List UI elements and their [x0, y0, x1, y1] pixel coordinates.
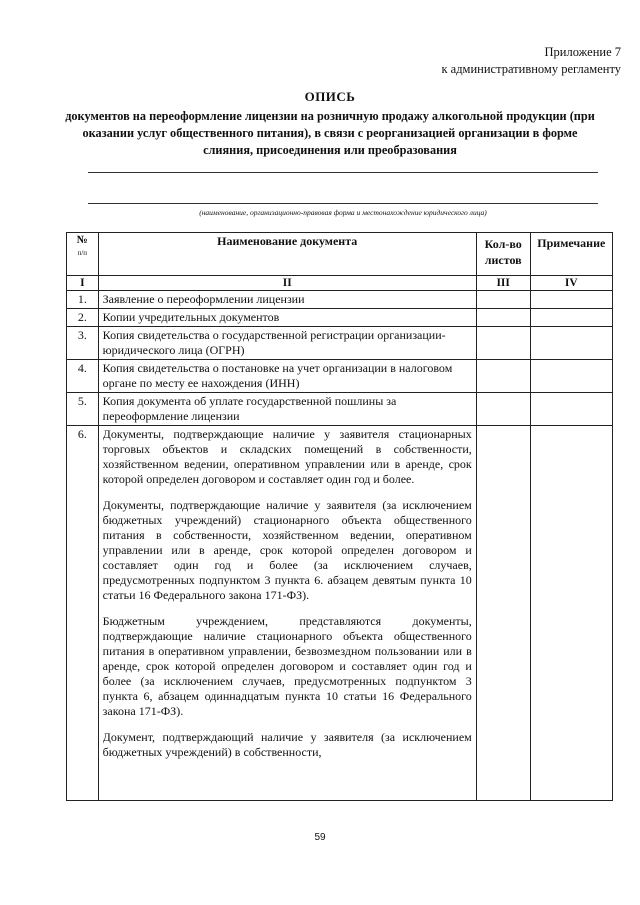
roman-numerals-row	[67, 276, 613, 291]
row-number: 3.	[67, 327, 99, 360]
documents-table	[66, 232, 613, 801]
row-note[interactable]	[530, 309, 612, 327]
table-row	[67, 360, 613, 393]
row-number: 5.	[67, 393, 99, 426]
header-num-label: №	[76, 234, 88, 246]
row-sheet-count[interactable]	[476, 291, 530, 309]
row-paragraph: Документ, подтверждающий наличие у заявителя (за исключением бюджетных учреждений) в собственности,	[102, 730, 472, 759]
row-note[interactable]	[530, 360, 612, 393]
document-subtitle: документов на переоформление лицензии на розничную продажу алкогольной продукции (при оказании услуг общественного питания), в связи с реорганизацией организации в форме слияния, присоединения или преобразования	[65, 109, 595, 157]
table-row	[67, 393, 613, 426]
appendix-note	[441, 44, 621, 78]
header-num-sub: п/п	[77, 249, 88, 257]
header-num	[67, 233, 99, 276]
row-number: 4.	[67, 360, 99, 393]
fill-line-1	[88, 172, 598, 173]
appendix-line-1: Приложение 7	[544, 45, 621, 59]
row-document	[98, 426, 476, 801]
roman-col-2: II	[98, 276, 476, 291]
row-document: Заявление о переоформлении лицензии	[98, 291, 476, 309]
page-number: 59	[314, 832, 326, 843]
row-sheet-count[interactable]	[476, 393, 530, 426]
row-paragraph: Бюджетным учреждением, представляются документы, подтверждающие наличие стационарного объекта общественного питания в оперативном управлении, безвозмездном пользовании или в аренде, срок которой определен договором и составляет один год и более (за исключением случаев, предусмотренных подпунктом 3 пункта 6, абзацем одиннадцатым пункта 10 статьи 16 Федерального закона 171-ФЗ).	[102, 614, 472, 718]
row-note[interactable]	[530, 426, 612, 801]
row-document: Копии учредительных документов	[98, 309, 476, 327]
document-title-block	[60, 88, 600, 159]
row-sheet-count[interactable]	[476, 309, 530, 327]
appendix-line-2: к административному регламенту	[441, 62, 621, 76]
row-document: Копия свидетельства о постановке на учет организации в налоговом органе по месту ее нахождения (ИНН)	[98, 360, 476, 393]
document-title: ОПИСЬ	[304, 89, 356, 104]
table-header-row	[67, 233, 613, 276]
row-number: 2.	[67, 309, 99, 327]
table-row	[67, 309, 613, 327]
row-sheet-count[interactable]	[476, 327, 530, 360]
row-note[interactable]	[530, 393, 612, 426]
row-paragraph: Документы, подтверждающие наличие у заявителя (за исключением бюджетных учреждений) стационарного объекта общественного питания в собственности, хозяйственном ведении, оперативном управлении или в аренде, срок которой определен договором и составляет один год и более (за исключением случаев, предусмотренных подпунктом 3 пункта 6. абзацем девятым пункта 10 статьи 16 Федерального закона 171-ФЗ).	[102, 498, 472, 602]
row-number: 1.	[67, 291, 99, 309]
row-paragraph: Документы, подтверждающие наличие у заявителя стационарных торговых объектов и складских помещений в собственности, хозяйственном ведении, оперативном управлении или в аренде, срок которой определен договором и составляет один год и более.	[102, 427, 472, 486]
fill-line-caption: (наименование, организационно-правовая форма и местонахождение юридического лица)	[199, 208, 487, 217]
fill-line-2	[88, 203, 598, 204]
table-row	[67, 426, 613, 801]
header-document-name: Наименование документа	[98, 233, 476, 276]
header-note: Примечание	[530, 233, 612, 276]
row-note[interactable]	[530, 291, 612, 309]
row-document: Копия документа об уплате государственной пошлины за переоформление лицензии	[98, 393, 476, 426]
row-note[interactable]	[530, 327, 612, 360]
table-row	[67, 327, 613, 360]
row-sheet-count[interactable]	[476, 360, 530, 393]
roman-col-4: IV	[530, 276, 612, 291]
row-document: Копия свидетельства о государственной регистрации организации-юридического лица (ОГРН)	[98, 327, 476, 360]
row-sheet-count[interactable]	[476, 426, 530, 801]
roman-col-3: III	[476, 276, 530, 291]
row-document-text	[103, 427, 472, 799]
roman-col-1: I	[67, 276, 99, 291]
header-sheet-count: Кол-во листов	[476, 233, 530, 276]
table-row	[67, 291, 613, 309]
row-number: 6.	[67, 426, 99, 801]
